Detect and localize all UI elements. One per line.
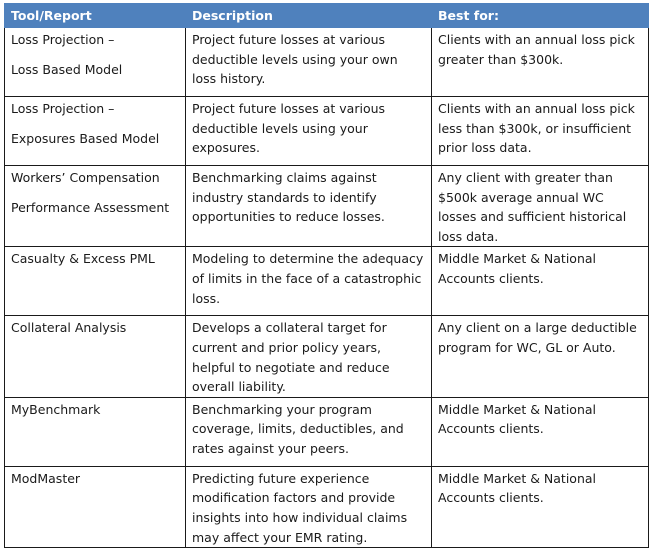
table-row: [5, 166, 649, 247]
tool-name-line: Loss Based Model: [11, 61, 123, 77]
tool-name-line: ModMaster: [11, 470, 81, 486]
description-cell: Develops a collateral target for current and prior policy years, helpful to negotiate and reduce overall liability.: [186, 316, 432, 397]
description-cell: Project future losses at various deductible levels using your own loss history.: [186, 28, 432, 97]
best-for-cell: Middle Market & National Accounts clients.: [432, 466, 649, 547]
best-for-cell: Middle Market & National Accounts clients.: [432, 397, 649, 466]
tools-reports-table: [4, 3, 649, 548]
table-row: [5, 397, 649, 466]
tool-cell: [5, 97, 186, 166]
tool-name-line: Collateral Analysis: [11, 320, 127, 336]
tool-name-line: Performance Assessment: [11, 199, 170, 215]
best-for-cell: Clients with an annual loss pick greater than $300k.: [432, 28, 649, 97]
table-row: [5, 28, 649, 97]
tool-cell: [5, 247, 186, 316]
description-cell: Benchmarking your program coverage, limits, deductibles, and rates against your peers.: [186, 397, 432, 466]
table-row: [5, 316, 649, 397]
header-best-for: Best for:: [432, 4, 649, 28]
description-cell: Benchmarking claims against industry standards to identify opportunities to reduce losses.: [186, 166, 432, 247]
table-row: [5, 466, 649, 547]
tool-cell: [5, 397, 186, 466]
best-for-cell: Middle Market & National Accounts clients.: [432, 247, 649, 316]
tool-cell: [5, 466, 186, 547]
description-cell: Modeling to determine the adequacy of limits in the face of a catastrophic loss.: [186, 247, 432, 316]
tool-name-line: MyBenchmark: [11, 401, 101, 417]
tool-name-line: Loss Projection –: [11, 32, 115, 47]
tool-cell: [5, 166, 186, 247]
table-row: [5, 247, 649, 316]
tool-name-line: Workers’ Compensation: [11, 170, 160, 185]
header-tool-report: Tool/Report: [5, 4, 186, 28]
header-description: Description: [186, 4, 432, 28]
best-for-cell: Any client with greater than $500k average annual WC losses and sufficient historical loss data.: [432, 166, 649, 247]
description-cell: Project future losses at various deductible levels using your exposures.: [186, 97, 432, 166]
table-row: [5, 97, 649, 166]
table-header-row: [5, 4, 649, 28]
tool-cell: [5, 316, 186, 397]
description-cell: Predicting future experience modification factors and provide insights into how individual claims may affect your EMR rating.: [186, 466, 432, 547]
best-for-cell: Clients with an annual loss pick less than $300k, or insufficient prior loss data.: [432, 97, 649, 166]
best-for-cell: Any client on a large deductible program for WC, GL or Auto.: [432, 316, 649, 397]
tool-name-line: Casualty & Excess PML: [11, 251, 155, 267]
tool-name-line: Loss Projection –: [11, 101, 115, 116]
tool-name-line: Exposures Based Model: [11, 130, 160, 146]
tool-cell: [5, 28, 186, 97]
